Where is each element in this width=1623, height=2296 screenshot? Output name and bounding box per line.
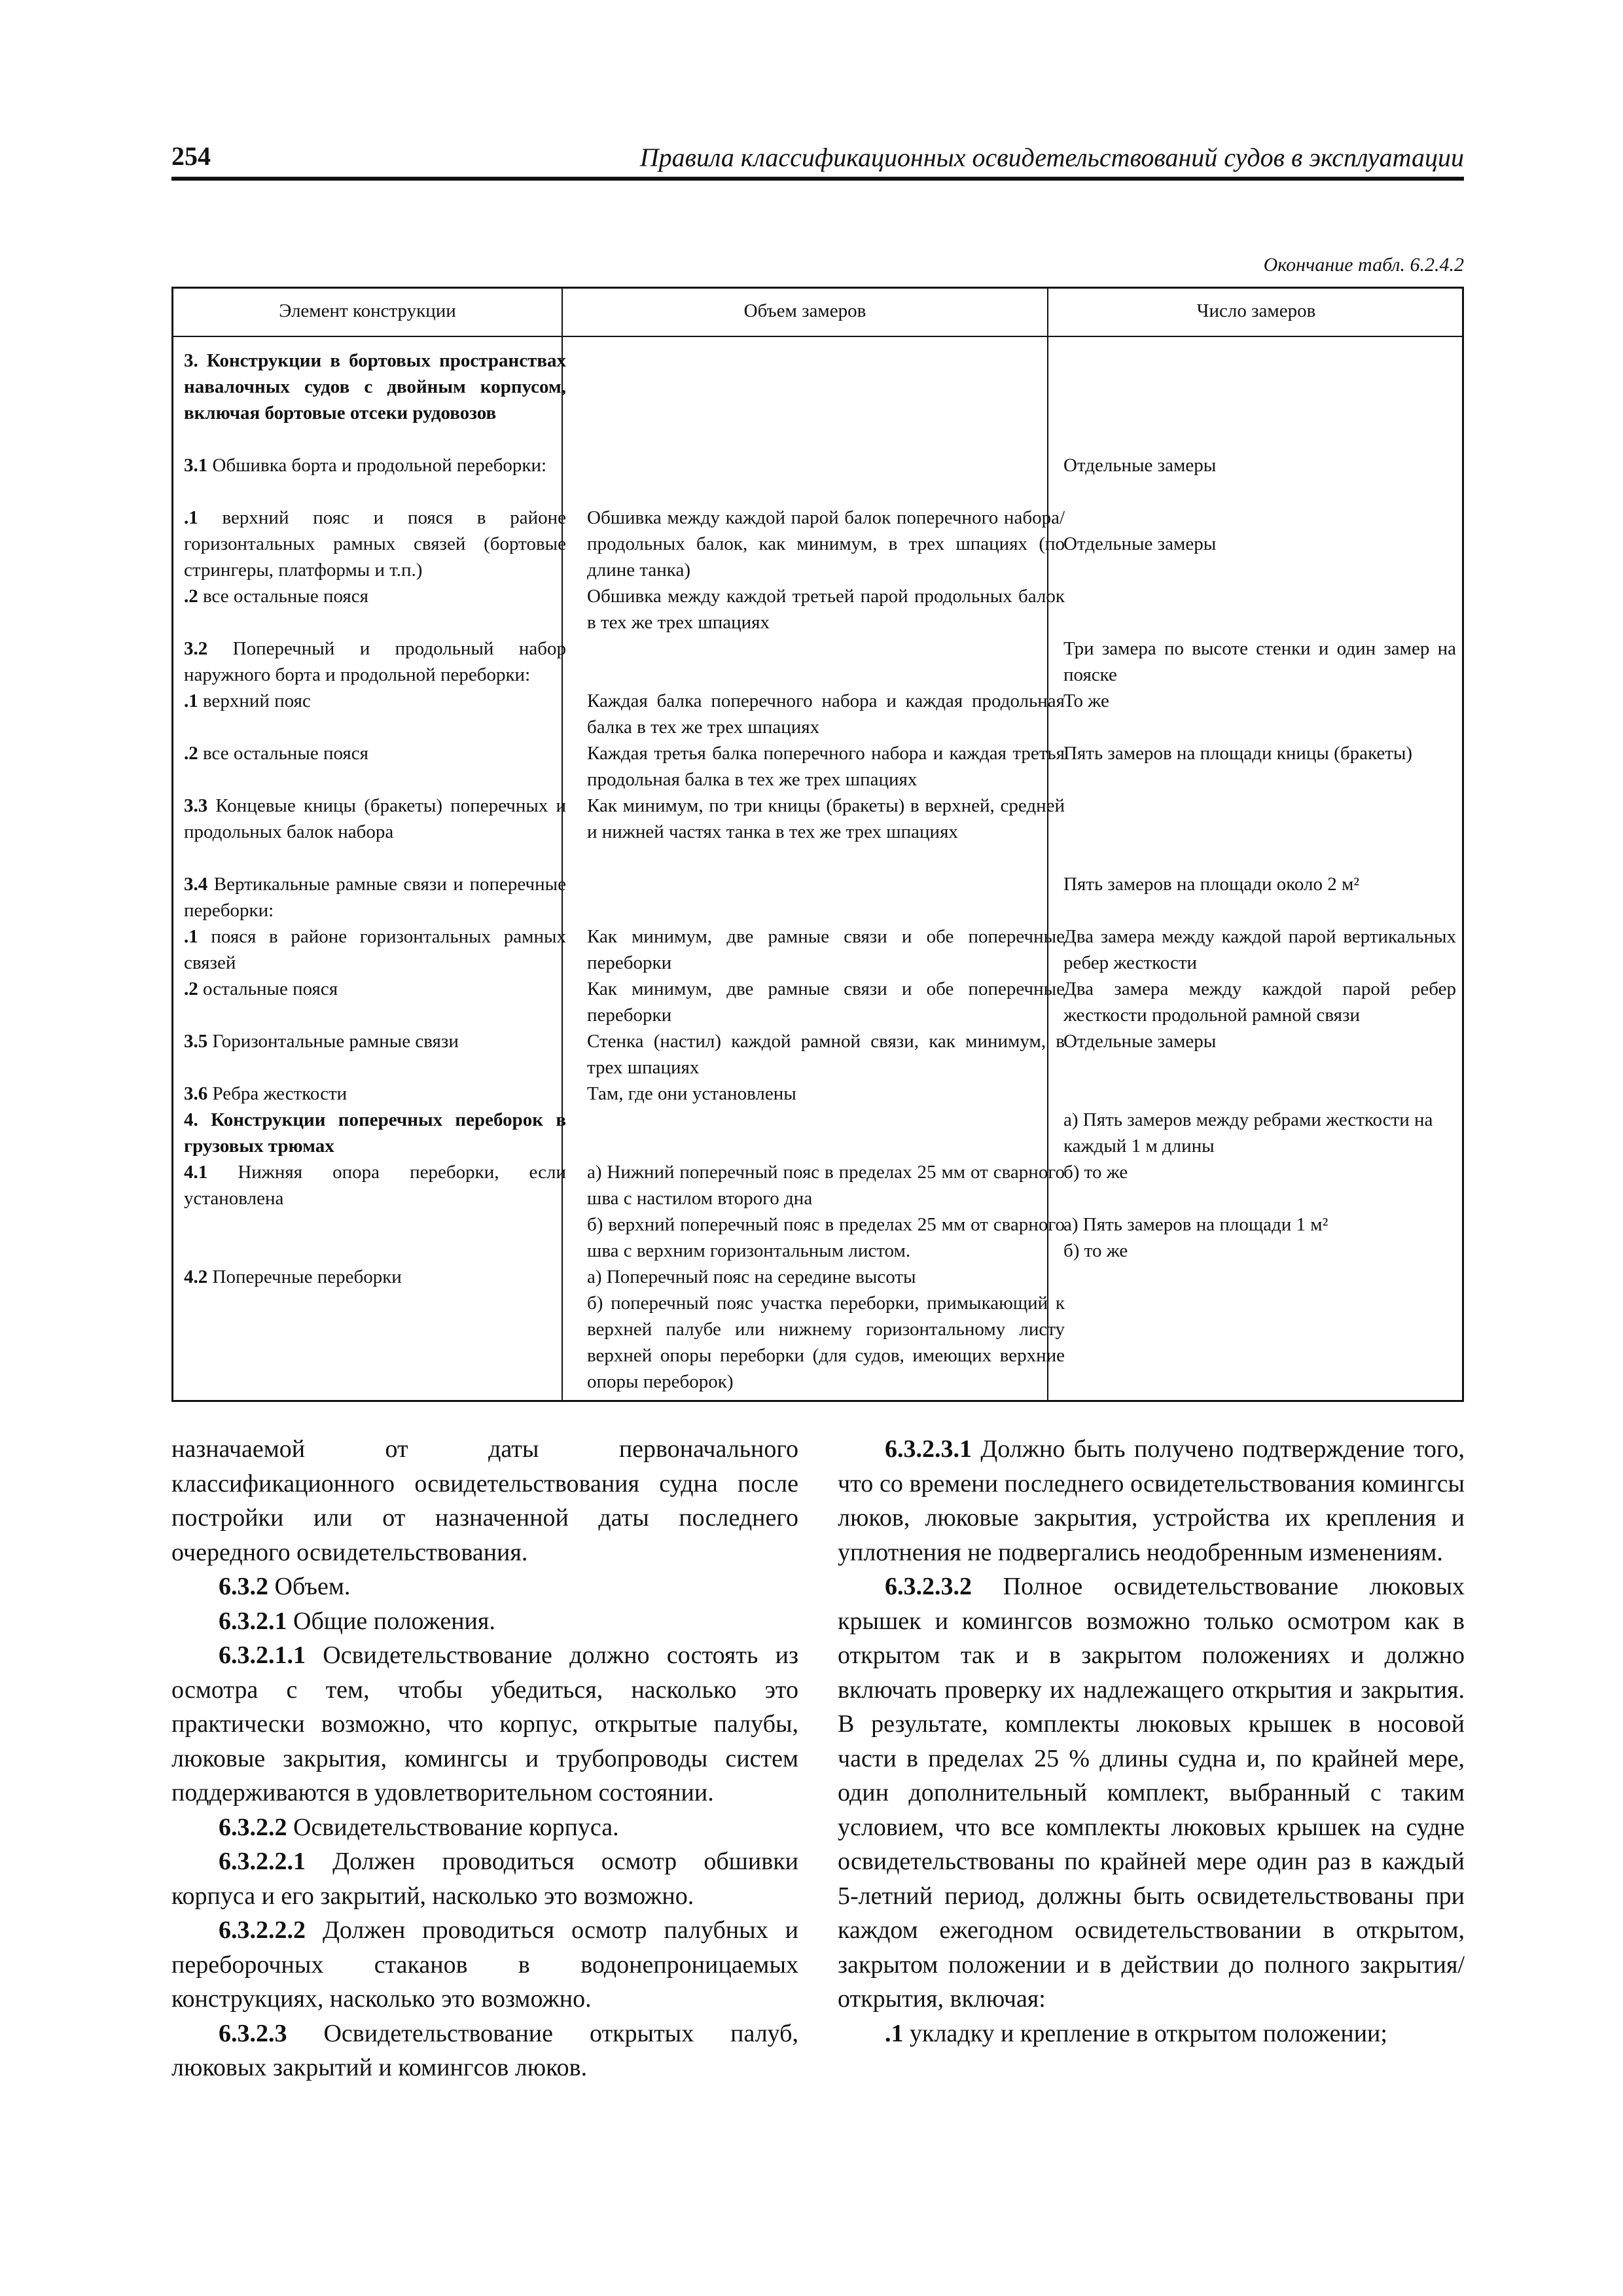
element-cell: 3.5 Горизонтальные рамные связи [184, 1031, 459, 1052]
body-right-column [838, 1432, 1465, 2051]
running-title: Правила классификационных освидетельствований судов в эксплуатации [639, 143, 1464, 172]
count-cell: То же [1063, 691, 1109, 711]
column-header-count: Число замеров [1196, 300, 1316, 321]
scope-cell: б) верхний поперечный пояс в пределах 25 мм от сварного шва с верхним горизонтальным листом. [587, 1214, 1065, 1261]
header-divider [173, 336, 1462, 337]
count-cell: Два замера между каждой парой вертикальных ребер жесткости [1063, 926, 1456, 973]
scope-cell: а) Нижний поперечный пояс в пределах 25 мм от сварного шва с настилом второго дна [587, 1162, 1065, 1209]
scope-cell: Обшивка между каждой третьей парой продольных балок в тех же трех шпациях [587, 586, 1065, 633]
element-cell: 3.3 Концевые кницы (бракеты) поперечных и продольных балок набора [184, 795, 566, 842]
count-cell: Два замера между каждой парой ребер жесткости продольной рамной связи [1063, 978, 1456, 1026]
count-cell: Пять замеров на площади около 2 м² [1063, 874, 1360, 895]
count-cell: б) то же [1063, 1162, 1128, 1183]
column-header-scope: Объем замеров [743, 300, 866, 321]
paragraph: .1 укладку и крепление в открытом положении; [885, 2019, 1387, 2047]
measurements-table [171, 287, 1464, 1402]
scope-cell: Стенка (настил) каждой рамной связи, как минимум, в трех шпациях [587, 1031, 1065, 1078]
element-cell: .2 все остальные пояся [184, 743, 368, 764]
count-cell: а) Пять замеров на площади 1 м² [1063, 1214, 1329, 1235]
count-cell: б) то же [1063, 1240, 1128, 1261]
paragraph: 6.3.2.3 Освидетельствование открытых палуб, люковых закрытий и комингсов люков. [171, 2019, 798, 2081]
count-cell: а) Пять замеров между ребрами жесткости на каждый 1 м длины [1063, 1109, 1433, 1157]
page-header [171, 143, 1464, 181]
scope-cell: Как минимум, по три кницы (бракеты) в верхней, средней и нижней частях танка в тех же трех шпациях [587, 795, 1065, 842]
paragraph: 6.3.2.2 Освидетельствование корпуса. [219, 1813, 619, 1841]
element-cell: 3.2 Поперечный и продольный набор наружного борта и продольной переборки: [184, 638, 566, 685]
element-cell: 4.1 Нижняя опора переборки, если установлена [184, 1162, 566, 1209]
body-left-column [171, 1432, 798, 2085]
paragraph: 6.3.2.3.2 Полное освидетельствование люковых крышек и комингсов возможно только осмотром как в открытом так и в закрытом положениях и должно включать проверку их надлежащего открытия и закрытия. В результате, комплекты люковых крышек в носовой части в пределах 25 % длины судна и, по крайней мере, один дополнительный комплект, выбранный с таким условием, что все комплекты люковых крышек на судне освидетельствованы по крайней мере один раз в каждый 5-летний период, должны быть освидетельствованы при каждом ежегодном освидетельствовании в открытом, закрытом положении и в действии до полного закрытия/открытия, включая: [838, 1573, 1465, 2013]
count-cell: Пять замеров на площади кницы (бракеты) [1063, 743, 1413, 764]
count-cell: Три замера по высоте стенки и один замер на пояске [1063, 638, 1456, 685]
scope-cell: а) Поперечный пояс на середине высоты [587, 1266, 916, 1287]
element-cell: .2 все остальные пояся [184, 586, 368, 607]
element-cell: 3.4 Вертикальные рамные связи и поперечные переборки: [184, 874, 566, 921]
element-cell: 4. Конструкции поперечных переборок в грузовых трюмах [184, 1109, 566, 1157]
count-cell: Отдельные замеры [1063, 533, 1217, 554]
paragraph: 6.3.2.2.1 Должен проводиться осмотр обшивки корпуса и его закрытий, насколько это возможно. [171, 1848, 798, 1910]
scope-cell: Как минимум, две рамные связи и обе поперечные переборки [587, 978, 1065, 1026]
count-cell: Отдельные замеры [1063, 455, 1217, 476]
paragraph: 6.3.2.2.2 Должен проводиться осмотр палубных и переборочных стаканов в водонепроницаемых конструкциях, насколько это возможно. [171, 1916, 798, 2013]
element-cell: .1 верхний пояс [184, 691, 311, 711]
element-cell: .1 верхний пояс и пояся в районе горизонтальных рамных связей (бортовые стрингеры, платформы и т.п.) [184, 507, 566, 581]
table-caption: Окончание табл. 6.2.4.2 [1263, 254, 1464, 276]
element-cell: 4.2 Поперечные переборки [184, 1266, 402, 1287]
paragraph: назначаемой от даты первоначального классификационного освидетельствования судна после постройки или от назначенной даты последнего очередного освидетельствования. [171, 1435, 798, 1566]
scope-cell: Каждая балка поперечного набора и каждая продольная балка в тех же трех шпациях [587, 691, 1065, 738]
count-cell: Отдельные замеры [1063, 1031, 1217, 1052]
column-header-element: Элемент конструкции [279, 300, 456, 321]
scope-cell: б) поперечный пояс участка переборки, примыкающий к верхней палубе или нижнему горизонтальному листу верхней опоры переборки (для судов, имеющих верхние опоры переборок) [587, 1293, 1065, 1392]
element-cell: .1 пояся в районе горизонтальных рамных связей [184, 926, 566, 973]
paragraph: 6.3.2.1 Общие положения. [219, 1607, 495, 1635]
scope-cell: Как минимум, две рамные связи и обе поперечные переборки [587, 926, 1065, 973]
scope-cell: Каждая третья балка поперечного набора и каждая третья продольная балка в тех же трех шпациях [587, 743, 1065, 790]
paragraph: 6.3.2.1.1 Освидетельствование должно состоять из осмотра с тем, чтобы убедиться, насколько это практически возможно, что корпус, открытые палубы, люковые закрытия, комингсы и трубопроводы систем поддерживаются в удовлетворительном состоянии. [171, 1641, 798, 1806]
paragraph: 6.3.2 Объем. [219, 1573, 351, 1600]
element-cell: 3.1 Обшивка борта и продольной переборки: [184, 455, 547, 476]
page-number: 254 [171, 141, 211, 171]
element-cell: 3.6 Ребра жесткости [184, 1083, 348, 1104]
element-cell: .2 остальные пояся [184, 978, 338, 999]
element-cell: 3. Конструкции в бортовых пространствах навалочных судов с двойным корпусом, включая бортовые отсеки рудовозов [184, 350, 566, 423]
paragraph: 6.3.2.3.1 Должно быть получено подтверждение того, что со времени последнего освидетельствования комингсы люков, люковые закрытия, устройства их крепления и уплотнения не подвергались неодобренным изменениям. [838, 1435, 1465, 1566]
scope-cell: Там, где они установлены [587, 1083, 796, 1104]
scope-cell: Обшивка между каждой парой балок поперечного набора/продольных балок, как минимум, в трех шпациях (по длине танка) [587, 507, 1065, 581]
